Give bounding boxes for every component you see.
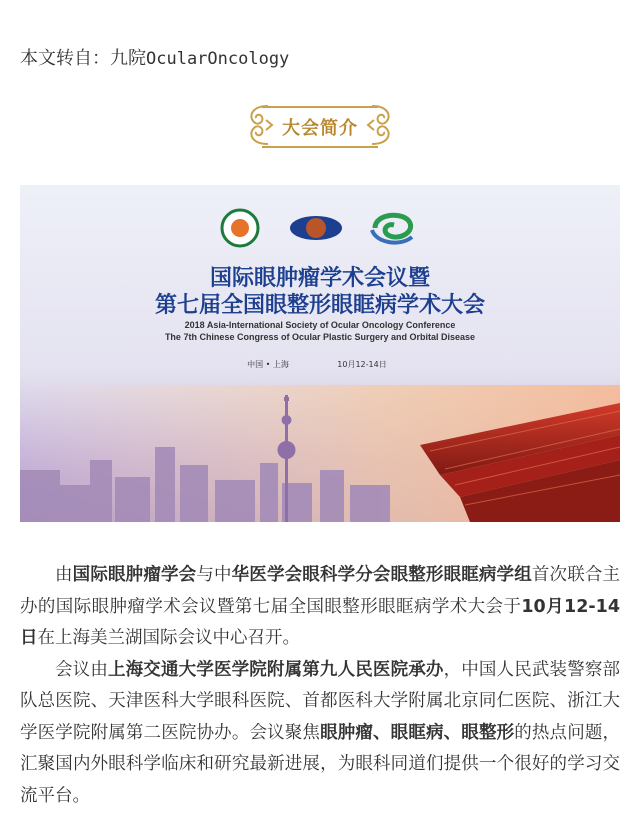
paragraph2-text-1: 会议由 [55, 659, 108, 680]
logo-eye-icon [290, 216, 342, 240]
paragraph1-text-2: 与中 [196, 565, 232, 585]
banner-dates: 10月12-14日 [337, 360, 387, 369]
paragraph2-bold-1: 上海交通大学医学院附属第九人民医院承办 [107, 659, 444, 680]
banner-title-line1: 国际眼肿瘤学术会议暨 [209, 266, 431, 291]
article-paragraph-1 [20, 560, 620, 655]
paragraph2-text-3: 的热点问题，汇聚国内外眼科学临床和研究最新进展，为眼科同道们提供一个很好的学习交流平台。 [20, 722, 621, 806]
paragraph1-bold-2: 华医学会眼科学分会眼整形眼眶病学组 [231, 565, 532, 585]
banner-location: 中国 • 上海 [247, 360, 289, 369]
source-prefix: 本文转自：九院 [20, 48, 146, 69]
conference-banner [20, 185, 620, 522]
logo-ocular-society-icon [222, 210, 258, 246]
banner-subtitle-en2: The 7th Chinese Congress of Ocular Plastic Surgery and Orbital Disease [164, 332, 476, 342]
source-account: OcularOncology [146, 49, 290, 69]
paragraph1-text-4: 在上海美兰湖国际会议中心召开。 [37, 628, 300, 648]
section-title-frame [262, 106, 378, 148]
article-paragraph-2 [20, 655, 620, 813]
article-content [20, 560, 620, 812]
paragraph1-bold-1: 国际眼肿瘤学会 [72, 565, 197, 585]
banner-title-line2: 第七届全国眼整形眼眶病学术大会 [154, 293, 486, 318]
paragraph1-text-1: 由 [55, 565, 73, 585]
section-title-ornament [244, 100, 396, 150]
banner-illustration [20, 185, 620, 522]
right-scroll-ornament-icon [366, 100, 396, 150]
source-line [20, 44, 289, 70]
paragraph1-text-3: 首次联合主办的国际眼肿瘤学术会议暨第七届全国眼整形眼眶病学术大会于 [20, 565, 621, 617]
section-title: 大会简介 [282, 118, 358, 139]
paragraph2-text-2: ，中国人民武装警察部队总医院、天津医科大学眼科医院、首都医科大学附属北京同仁医院、浙江大学医学院附属第二医院协办。会议聚焦 [20, 659, 621, 743]
banner-subtitle-en1: 2018 Asia-International Society of Ocular Oncology Conference [184, 320, 456, 330]
paragraph2-bold-2: 眼肿瘤、眼眶病、眼整形 [320, 722, 515, 743]
paragraph1-bold-3: 10月12-14日 [20, 596, 620, 648]
